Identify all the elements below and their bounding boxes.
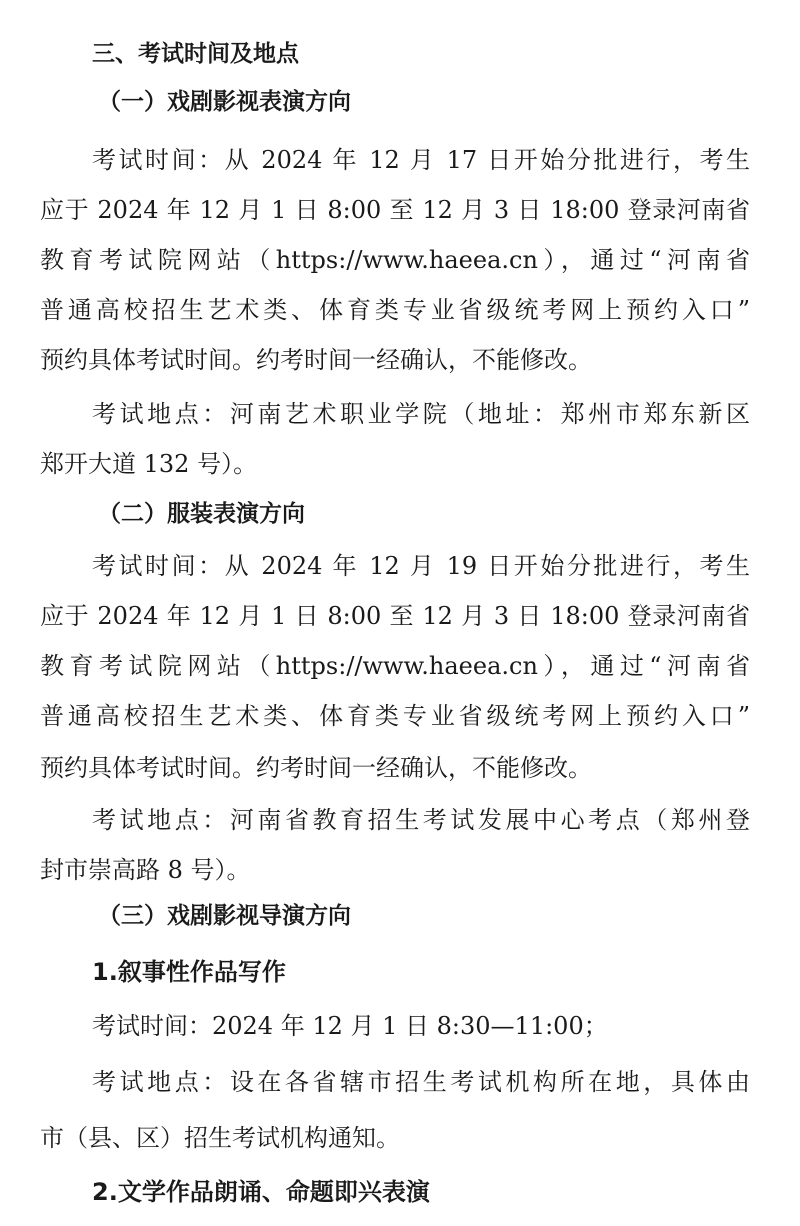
paragraph-line: 市（县、区）招生考试机构通知。 <box>40 1124 400 1152</box>
paragraph-line: 考试时间：从 2024 年 12 月 17 日开始分批进行，考生 <box>92 146 750 174</box>
item-title-recitation-improv: 2.文学作品朗诵、命题即兴表演 <box>92 1178 430 1206</box>
paragraph-line: 考试时间：从 2024 年 12 月 19 日开始分批进行，考生 <box>92 552 750 580</box>
paragraph-line: 教育考试院网站（https://www.haeea.cn），通过“河南省 <box>40 652 750 680</box>
heading-fashion-performance: （二）服装表演方向 <box>98 501 305 527</box>
paragraph-line: 封市崇高路 8 号）。 <box>40 856 251 884</box>
section-title: 三、考试时间及地点 <box>92 41 299 67</box>
paragraph-line: 郑开大道 132 号）。 <box>40 450 258 478</box>
paragraph-line: 教育考试院网站（https://www.haeea.cn），通过“河南省 <box>40 246 750 274</box>
paragraph-line: 普通高校招生艺术类、体育类专业省级统考网上预约入口” <box>40 702 750 730</box>
paragraph-line: 预约具体考试时间。约考时间一经确认，不能修改。 <box>40 346 592 374</box>
heading-drama-performance: （一）戏剧影视表演方向 <box>98 89 351 115</box>
paragraph-line: 应于 2024 年 12 月 1 日 8:00 至 12 月 3 日 18:00 登录河南省 <box>40 602 750 630</box>
paragraph-line: 考试地点：设在各省辖市招生考试机构所在地，具体由 <box>92 1068 750 1096</box>
paragraph-line: 考试地点：河南省教育招生考试发展中心考点（郑州登 <box>92 806 750 834</box>
paragraph-line: 考试地点：河南艺术职业学院（地址：郑州市郑东新区 <box>92 400 750 428</box>
paragraph-line: 普通高校招生艺术类、体育类专业省级统考网上预约入口” <box>40 296 750 324</box>
paragraph-line: 预约具体考试时间。约考时间一经确认，不能修改。 <box>40 754 592 782</box>
item-title-narrative-writing: 1.叙事性作品写作 <box>92 958 286 986</box>
paragraph-line: 考试时间：2024 年 12 月 1 日 8:30—11:00； <box>92 1012 608 1040</box>
heading-drama-directing: （三）戏剧影视导演方向 <box>98 903 351 929</box>
paragraph-line: 应于 2024 年 12 月 1 日 8:00 至 12 月 3 日 18:00 登录河南省 <box>40 196 750 224</box>
